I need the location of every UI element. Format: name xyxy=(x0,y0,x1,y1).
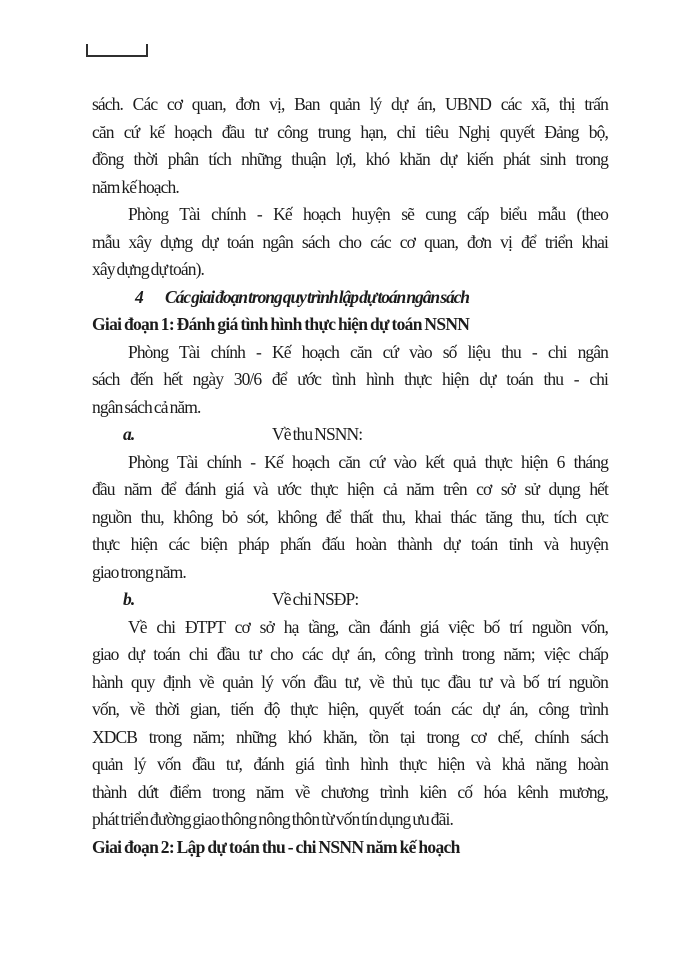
text-line: giao dự toán chi đầu tư cho các dự án, công trình trong năm; việc chấp xyxy=(92,644,608,664)
text-line: đồng thời phân tích những thuận lợi, khó khăn dự kiến phát sinh trong xyxy=(92,149,608,169)
text-line: thành dứt điểm trong năm về chương trình kiên cố hóa kênh mương, xyxy=(92,781,608,802)
page-body xyxy=(92,91,608,861)
text-line: sách đến hết ngày 30/6 để ước tình hình thực hiện dự toán thu - chi xyxy=(92,369,608,389)
lettered-item xyxy=(92,586,608,614)
text-frame-bracket-icon xyxy=(86,44,148,57)
section-number: 4 xyxy=(135,286,143,307)
lettered-item xyxy=(92,421,608,449)
item-letter-marker: b. xyxy=(123,589,135,609)
text-line: căn cứ kế hoạch đầu tư công trung hạn, chỉ tiêu Nghị quyết Đảng bộ, xyxy=(92,121,608,142)
text-line: vốn, về thời gian, tiến độ thực hiện, quyết toán các dự án, công trình xyxy=(92,699,608,719)
text-line: thực hiện các biện pháp phấn đấu hoàn thành dự toán tỉnh và huyện xyxy=(92,534,608,554)
text-line: Về chi ĐTPT cơ sở hạ tầng, cần đánh giá việc bố trí nguồn vốn, xyxy=(128,616,608,637)
text-line: Phòng Tài chính - Kế hoạch căn cứ vào kết quả thực hiện 6 tháng xyxy=(128,451,608,472)
text-line: giao trong năm. xyxy=(92,561,186,582)
stage-heading: Giai đoạn 2: Lập dự toán thu - chi NSNN năm kế hoạch xyxy=(92,836,460,857)
text-line: xây dựng dự toán). xyxy=(92,259,204,279)
item-letter-marker: a. xyxy=(123,424,135,444)
text-line: Phòng Tài chính - Kế hoạch căn cứ vào số liệu thu - chi ngân xyxy=(128,341,608,362)
text-line: sách. Các cơ quan, đơn vị, Ban quản lý dự án, UBND các xã, thị trấn xyxy=(92,94,608,114)
text-line: quản lý vốn đầu tư, đánh giá tình hình thực hiện và khả năng hoàn xyxy=(92,754,608,774)
text-line: ngân sách cả năm. xyxy=(92,396,201,417)
text-line: nguồn thu, không bỏ sót, không để thất thu, khai thác tăng thu, tích cực xyxy=(92,506,608,527)
text-line: phát triển đường giao thông nông thôn từ vốn tín dụng ưu đãi. xyxy=(92,809,453,829)
text-line: đầu năm để đánh giá và ước thực hiện cả năm trên cơ sở sử dụng hết xyxy=(92,479,608,499)
section-heading xyxy=(92,284,608,312)
text-line: năm kế hoạch. xyxy=(92,176,179,197)
text-line: XDCB trong năm; những khó khăn, tồn tại trong cơ chế, chính sách xyxy=(92,726,608,747)
item-text: Về chi NSĐP: xyxy=(272,589,359,609)
text-line: Phòng Tài chính - Kế hoạch huyện sẽ cung cấp biểu mẫu (theo xyxy=(128,204,608,224)
stage-heading: Giai đoạn 1: Đánh giá tình hình thực hiện dự toán NSNN xyxy=(92,314,470,334)
text-line: mẫu xây dựng dự toán ngân sách cho các cơ quan, đơn vị để triển khai xyxy=(92,231,608,252)
item-text: Về thu NSNN: xyxy=(272,424,363,444)
section-heading-text: Các giai đoạn trong quy trình lập dự toán ngân sách xyxy=(165,286,469,307)
text-line: hành quy định về quản lý vốn đầu tư, về thủ tục đầu tư và bố trí nguồn xyxy=(92,671,608,692)
